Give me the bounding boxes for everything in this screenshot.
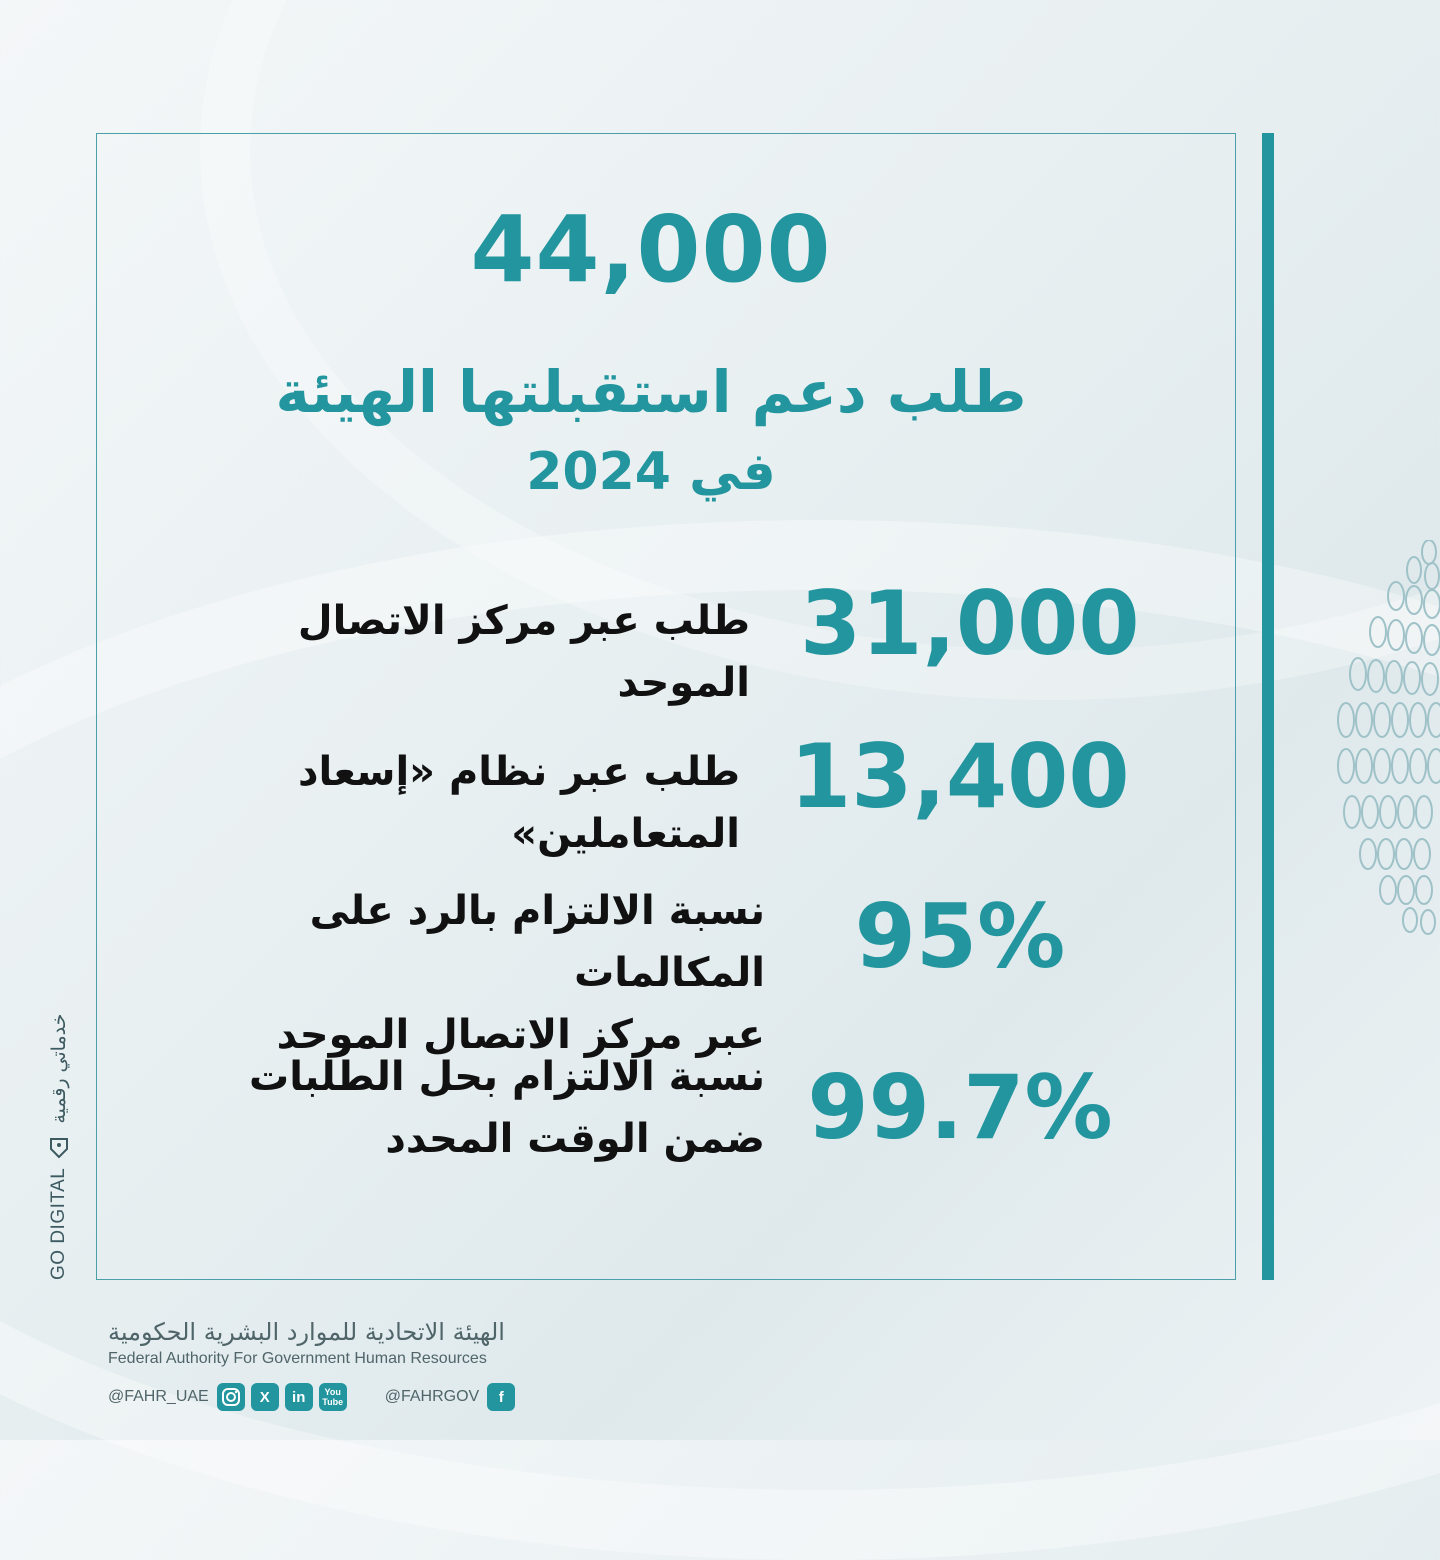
stat-label-multiline [150, 880, 765, 1066]
facebook-icon[interactable]: f [487, 1383, 515, 1411]
instagram-icon[interactable] [217, 1383, 245, 1411]
social-handle[interactable]: @FAHRGOV [384, 1388, 480, 1405]
go-digital-label: GO DIGITAL [48, 1167, 69, 1280]
stat-label-line: عبر مركز الاتصال الموحد [276, 1012, 765, 1058]
go-digital-arabic: خدماتي رقمية [48, 1013, 70, 1124]
x-icon[interactable]: X [251, 1383, 279, 1411]
hand-pointer-icon [48, 1134, 70, 1160]
stat-label-line: نسبة الالتزام بحل الطلبات [249, 1054, 765, 1100]
stat-label-line: ضمن الوقت المحدد [385, 1116, 765, 1162]
youtube-icon[interactable]: You Tube [319, 1383, 347, 1411]
stat-label-line: نسبة الالتزام بالرد على المكالمات [309, 888, 765, 996]
stat-label: طلب عبر نظام «إسعاد المتعاملين» [298, 749, 740, 857]
organization-logo [108, 1318, 528, 1368]
headline-text: طلب دعم استقبلتها الهيئة [275, 358, 1027, 426]
stat-value: 99.7% [807, 1056, 1113, 1159]
stat-value: 13,400 [790, 725, 1130, 828]
linkedin-icon[interactable]: in [285, 1383, 313, 1411]
organization-name-arabic: الهيئة الاتحادية للموارد البشرية الحكومية [108, 1318, 505, 1346]
social-bar [108, 1380, 515, 1414]
go-digital-mark [48, 1014, 70, 1280]
social-handle[interactable]: @FAHR_UAE [108, 1388, 209, 1405]
stat-value: 95% [854, 885, 1066, 988]
organization-name-english: Federal Authority For Government Human Resources [108, 1350, 487, 1367]
stat-label: طلب عبر مركز الاتصال الموحد [297, 598, 750, 706]
stat-value: 31,000 [800, 572, 1140, 675]
accent-side-bar [1262, 133, 1274, 1280]
headline-year: في 2024 [526, 442, 776, 502]
globe-decoration-icon [1334, 540, 1440, 940]
headline-number: 44,000 [470, 196, 832, 303]
stat-label-multiline [150, 1046, 765, 1170]
